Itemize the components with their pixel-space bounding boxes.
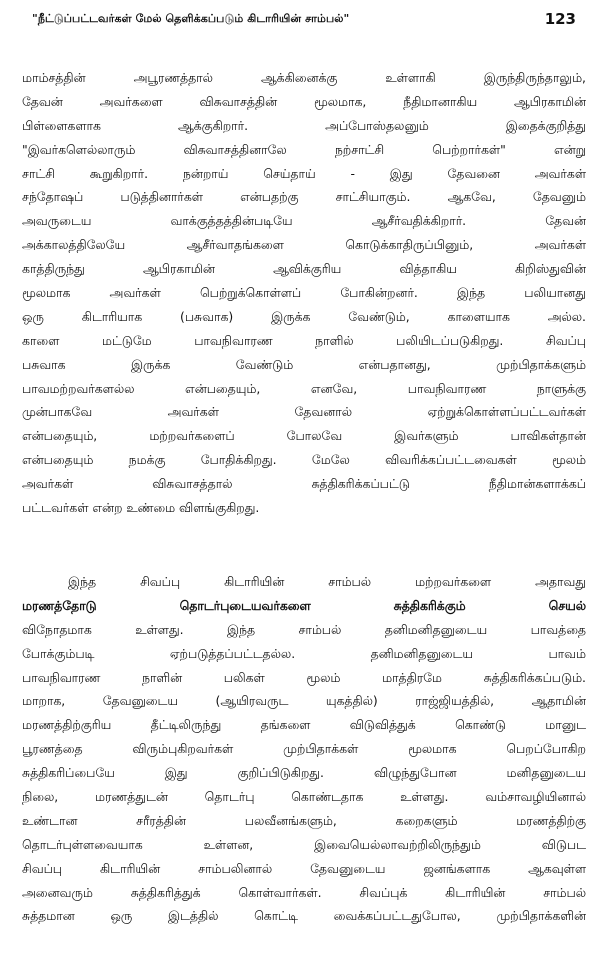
paragraph-line: என்பதையும், மற்றவர்களைப் போலவே இவர்களும் பாவிகள்தான் xyxy=(22,428,586,444)
paragraph-line: மாம்சத்தின் அபூரணத்தால் ஆக்கினைக்கு உள்ளாகி இருந்திருந்தாலும், xyxy=(22,70,586,85)
paragraph-line: அக்காலத்திலேயே ஆசீர்வாதங்களை கொடுக்காதிருப்பினும், அவர்கள் xyxy=(22,237,586,253)
paragraph-line: முன்பாகவே அவர்கள் தேவனால் ஏற்றுக்கொள்ளப்பட்டவர்கள் xyxy=(22,404,586,420)
paragraph-line: மரணத்தோடு தொடர்புடையவர்களை சுத்திகரிக்கும் செயல் xyxy=(22,597,586,613)
paragraph-line: சந்தோஷப் படுத்தினார்கள் என்பதற்கு சாட்சியாகும். ஆகவே, தேவனும் xyxy=(22,189,586,205)
paragraph-line: அவர்கள் விசுவாசத்தால் சுத்திகரிக்கப்பட்டு நீதிமான்களாக்கப் xyxy=(22,476,586,492)
paragraph-line: பூரணத்தை விரும்புகிறவர்கள் முற்பிதாக்கள் மூலமாக பெறப்போகிற xyxy=(22,741,586,757)
paragraph-line: பிள்ளைகளாக ஆக்குகிறார். அப்போஸ்தலனும் இதைக்குறித்து xyxy=(22,117,586,133)
paragraph-line: அனைவரும் சுத்திகரித்துக் கொள்வார்கள். சிவப்புக் கிடாரியின் சாம்பல் xyxy=(22,884,586,900)
paragraph-1 xyxy=(22,66,586,520)
paragraph-line: "இவர்களெல்லாரும் விசுவாசத்தினாலே நற்சாட்சி பெற்றார்கள்" என்று xyxy=(22,141,586,157)
paragraph-line: உண்டான சரீரத்தின் பலவீனங்களும், கறைகளும் மரணத்திற்கு xyxy=(22,812,586,828)
paragraph-line: விநோதமாக உள்ளது. இந்த சாம்பல் தனிமனிதனுடைய பாவத்தை xyxy=(22,621,586,637)
paragraph-line: என்பதையும் நமக்கு போதிக்கிறது. மேலே விவரிக்கப்பட்டவைகள் மூலம் xyxy=(22,452,586,468)
paragraph-line: நிலை, மரணத்துடன் தொடர்பு கொண்டதாக உள்ளது. வம்சாவழியினால் xyxy=(22,789,586,805)
paragraph-line: மாறாக, தேவனுடைய (ஆயிரவருட யுகத்தில்) ராஜ்ஜியத்தில், ஆதாமின் xyxy=(22,693,586,709)
paragraph-line: மூலமாக அவர்கள் பெற்றுக்கொள்ளப் போகின்றனர். இந்த பலியானது xyxy=(22,285,586,301)
paragraph-line: பாவமற்றவர்களல்ல என்பதையும், எனவே, பாவநிவாரண நாளுக்கு xyxy=(22,380,586,396)
paragraph-line: சுத்தமான ஒரு இடத்தில் கொட்டி வைக்கப்பட்டதுபோல, முற்பிதாக்களின் xyxy=(22,908,586,924)
paragraph-line: அவருடைய வாக்குத்தத்தின்படியே ஆசீர்வதிக்கிறார். தேவன் xyxy=(22,213,586,229)
paragraph-line: இந்த சிவப்பு கிடாரியின் சாம்பல் மற்றவர்களை அதாவது xyxy=(68,574,586,589)
paragraph-line: மரணத்திற்குரிய தீட்டிலிருந்து தங்களை விடுவித்துக் கொண்டு மானுட xyxy=(22,717,586,733)
paragraph-line: சிவப்பு கிடாரியின் சாம்பலினால் தேவனுடைய ஜனங்களாக ஆகவுள்ள xyxy=(22,860,586,876)
page-number: 123 xyxy=(544,10,576,28)
paragraph-line: ஒரு கிடாரியாக (பசுவாக) இருக்க வேண்டும், காளையாக அல்ல. xyxy=(22,308,586,324)
running-header-title: "நீட்டுப்பட்டவர்கள் மேல் தெளிக்கப்படும் கிடாரியின் சாம்பல்" xyxy=(32,12,350,25)
paragraph-line: போக்கும்படி ஏற்படுத்தப்பட்டதல்ல. தனிமனிதனுடைய பாவம் xyxy=(22,645,586,661)
paragraph-line: சாட்சி கூறுகிறார். நன்றாய் செய்தாய் - இது தேவனை அவர்கள் xyxy=(22,165,586,181)
paragraph-line: தொடர்புள்ளவையாக உள்ளன, இவையெல்லாவற்றிலிருந்தும் விடுபட xyxy=(22,836,586,852)
paragraph-line: காத்திருந்து ஆபிரகாமின் ஆவிக்குரிய வித்தாகிய கிறிஸ்துவின் xyxy=(22,261,586,277)
paragraph-line: பாவநிவாரண நாளின் பலிகள் மூலம் மாத்திரமே சுத்திகரிக்கப்படும். xyxy=(22,669,586,685)
paragraph-2 xyxy=(22,570,586,928)
paragraph-line: பசுவாக இருக்க வேண்டும் என்பதானது, முற்பிதாக்களும் xyxy=(22,356,586,372)
paragraph-line: காளை மட்டுமே பாவநிவாரண நாளில் பலியிடப்படுகிறது. சிவப்பு xyxy=(22,332,586,348)
paragraph-line: சுத்திகரிப்பையே இது குறிப்பிடுகிறது. விழுந்துபோன மனிதனுடைய xyxy=(22,765,586,781)
paragraph-line: தேவன் அவர்களை விசுவாசத்தின் மூலமாக, நீதிமானாகிய ஆபிரகாமின் xyxy=(22,93,586,109)
paragraph-line: பட்டவர்கள் என்ற உண்மை விளங்குகிறது. xyxy=(22,500,260,516)
